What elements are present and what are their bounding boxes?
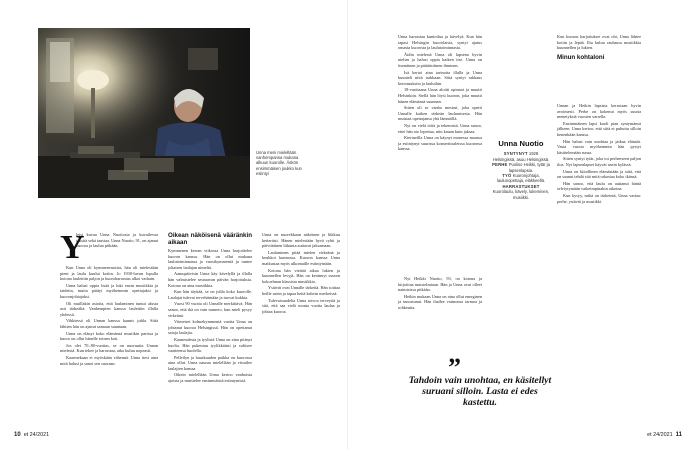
paragraph: Sitten syntyi tytär, joka toi perheeseen paljon iloa. Nyt lapsenlapset käyvät usein kylässä. — [557, 156, 641, 167]
article-column-3 — [262, 232, 340, 315]
paragraph: Ensimmäinen lapsi kuoli pian syntymänsä jälkeen. Unna kertoo, että siitä ei puhuttu silloin kenenkään kanssa. — [557, 120, 641, 137]
fact-line: HARRASTUKSET Kuorolaulu, kävely, lukeminen, musiikki. — [492, 183, 550, 200]
fact-line: PERHE Puoliso Heikki, tytär ja lapsenlapsia. — [492, 162, 550, 173]
left-issue-label: et 24/2021 — [23, 432, 50, 438]
paragraph: Kotona hän viettää aikaa lukien ja kuunnellen levyjä. Hän on kerännyt suuren kokoelman klassista musiikkia. — [262, 267, 340, 284]
article-column-1 — [60, 265, 158, 367]
right-column-1-bottom — [398, 276, 482, 312]
paragraph: Viimeiset kolmekymmentä vuotta Unna on johtanut kuoroa Helsingissä. Hän on opettanut satoja laulajia. — [168, 319, 252, 336]
left-page-number: 10 — [14, 432, 21, 438]
fact-box-title: Unna Nuotio — [498, 139, 544, 148]
paragraph: Kun kysyy, mikä on tärkeintä, Unna vastaa: perhe, ystävät ja musiikki. — [557, 192, 641, 204]
paragraph: Vuosi 90 vuotta oli Unnalle merkittävä. Hän sanoo, että ikä on vain numero, kun mieli pysyy virkeänä. — [168, 301, 252, 318]
paragraph: Jos olet 70–80-vuotias, se on nuoruutta Unnan mielestä. Kun tekee ja harrastaa, aika kuluu nopeasti. — [60, 342, 158, 354]
paragraph: Kymmenen kerran viikossa Unna harjoittelee kuoron kanssa. Hän on ollut mukana laulutoiminnassa jo vuosikymmeniä ja tuntee jokaisen laulajan nimeltä. — [168, 248, 252, 270]
paragraph: Oikein mielellään Unna kertoo vanhoista ajoista ja muistelee ensimmäisiä esiintymisiä. — [168, 372, 252, 384]
quote-mark: ” — [448, 353, 461, 382]
right-column-2 — [557, 34, 641, 63]
paragraph: Kiertueilla Unna on käynyt monessa maassa ja esiintynyt suurissa konserttisaleissa kuoronsa kanssa. — [398, 135, 482, 152]
fact-line: SYNTYNYT 1928 Helsingissä, asuu Helsingissä. — [492, 151, 550, 162]
paragraph: Laulaminen pitää mielen virkeänä ja keuhkot kunnossa. Kuoron kanssa Unna matkustaa myös ulkomaille esiintymään. — [262, 249, 340, 266]
paragraph: Äidin mielestä Unna oli lapsena hyvin utelias ja halusi oppia kaiken itse. Unna on itsenäinen ja päättäväinen ihminen. — [398, 51, 482, 68]
paragraph: Kun kuoron harjoitukset ovat ohi, Unna lähtee kotiin ja lepää. Ilta kuluu rauhassa musiikkia kuunnellen ja lukien. — [557, 34, 641, 51]
photo-caption: Unna meni mielellään vanhempansa mukana alkuun kuorolle. Äskön ensimmäisen joukko kun esiintyi — [256, 150, 302, 176]
drop-cap: Y — [60, 229, 85, 266]
paragraph: Oli muillakin asioita, että laulaminen tuntui alusta asti tärkeältä. Vanhempien kanssa laulettiin illalla yhdessä. — [60, 300, 158, 317]
intro-lead: leisi kuvaa Unna Nuotiosta ja kuvailevaa tekstiä sekä taustaa. Unna Nuotio, 91, on ajanut kuoroa ja laulua pitkään, — [76, 232, 158, 249]
paragraph: Unna halusi oppia lisää ja luki ensin musiikkia ja taidetta, mutta päätyi myöhemmin opettajaksi ja kuoronjohtajaksi. — [60, 282, 158, 299]
paragraph: Unnan ja Heikin lapsista kerrotaan hyvin avoimesti. Perhe on kokenut myös suuria menetyksiä vuosien varrella. — [557, 103, 641, 120]
paragraph: Tulevaisuudelta Unna toivoo terveyttä ja sitä, että saa vielä monta vuotta laulaa ja johtaa kuoroa. — [262, 297, 340, 314]
paragraph: Nyt on vielä töitä ja tekemistä. Unna sanoo, ettei hän aio lopettaa, niin kauan kuin jaksaa. — [398, 122, 482, 134]
right-column-1 — [398, 34, 482, 153]
paragraph: Kun Unna oli kymmenvuotias, hän oli mielestään pieni ja laulu kuului kotiin. Jo 1930-luvun lopulla kotona laulettiin paljon ja kuoroharrastus alkoi varhain. — [60, 265, 158, 282]
article-column-2 — [168, 232, 252, 385]
paragraph: Aamupäivisin Unna käy kävelyllä ja illalla hän valmistelee seuraavan päivän harjoituksia. Kotona on aina musiikkia. — [168, 271, 252, 288]
paragraph: Heikin mukaan Unna on aina ollut energinen ja innostunut. Hän ihailee vaimonsa tarmoa ja rohkeutta. — [398, 293, 482, 310]
paragraph: Kaarmekaan ei myöskään vähennä. Unna tiesi aina mitä halusi ja sanoi sen suoraan. — [60, 354, 158, 366]
paragraph: Unna on elänyt koko elämänsä musiikin parissa ja kuoro on ollut hänelle toinen koti. — [60, 330, 158, 342]
right-column-2-body — [557, 103, 641, 205]
fact-box — [492, 140, 550, 200]
paragraph: Hän sanoo, että laulu on auttanut häntä selviytymään vaikeimpinakin aikoina. — [557, 180, 641, 192]
fact-line: TYÖ Kuoronjohtaja, laulunopettaja, eläkkeellä. — [496, 173, 546, 184]
left-folio — [14, 432, 49, 438]
section-heading: Minun kohtaloni — [557, 53, 605, 61]
section-heading: Oikean näköisenä vääränkin aikaan — [168, 232, 252, 246]
right-page-number: 11 — [675, 432, 682, 438]
paragraph: Unna on kiitollinen elämästään ja siitä, että on saanut tehdä sitä mitä rakastaa koko ikänsä. — [557, 168, 641, 180]
right-issue-label: et 24/2021 — [647, 432, 673, 438]
paragraph: Kun hän täyttää, se on juhla koko kuorolle. Laulajat tulevat tervehtimään ja tuovat kukkia. — [168, 289, 252, 300]
paragraph: Kauneudesta ja tyylistä Unna on aina pitänyt huolta. Hän pukeutuu tyylikkäästi ja valitsee vaatteensa huolella. — [168, 336, 252, 354]
paragraph: Ystävät ovat Unnalle tärkeitä. Hän soittaa heille usein ja tapaa heitä kahvin merkeissä. — [262, 285, 340, 296]
paragraph: Nyt Heikki Nuotio, 93, on kotona ja kirjoittaa muistelmiaan. Hän ja Unna ovat olleet naimisissa pitkään. — [398, 276, 482, 293]
intro-lead-column — [76, 232, 158, 250]
paragraph: Unna on nuorekkaan näköinen ja liikkuu ketterästi. Hänen mielestään hyvä ryhti ja päivittäinen liikunta auttavat jaksamaan. — [262, 232, 340, 249]
portrait-photo — [38, 28, 250, 198]
paragraph: Pelleilyn ja hauskuuden paikka on kuorossa aina ollut. Unna nauraa mielellään ja vitsailee laulajien kanssa. — [168, 354, 252, 371]
paragraph: Sitten oli se vanha mestari, joka opetti Unnalle kaiken tärkeän laulamisesta. Hän muistaa opettajansa yhä lämmöllä. — [398, 105, 482, 122]
pull-quote: Tahdoin vain unohtaa, en käsitellyt suruani silloin. Lasta ei edes kastettu. — [408, 375, 552, 409]
photo-illustration — [38, 28, 250, 198]
right-folio — [647, 432, 682, 438]
paragraph: Vihkiessä oli Unnan kanssa kaunis juhla. Siitä lähtien hän on ajanut samaan suuntaan. — [60, 318, 158, 329]
paragraph: Isä kertoi aina tarinoita illalla ja Unna kuunteli niitä tarkkaan. Siitä syntyi rakkaus kertomuksiin ja lauluihin. — [398, 69, 482, 86]
paragraph: Hän halusi vain unohtaa ja jatkaa elämää. Vasta vuosia myöhemmin hän pystyi käsittelemään surua. — [557, 138, 641, 155]
paragraph: Unna harrastaa kuntoilua ja kävelyä. Kun hän tapasi Helsingin kuorolaisia, syntyi ajatus omasta kuorosta ja laulutoiminnasta. — [398, 34, 482, 51]
paragraph: 18-vuotiaana Unna aloitti opinnot ja muutti Helsinkiin. Siellä hän löysi kuoron, joka muutti hänen elämänsä suunnan. — [398, 87, 482, 104]
